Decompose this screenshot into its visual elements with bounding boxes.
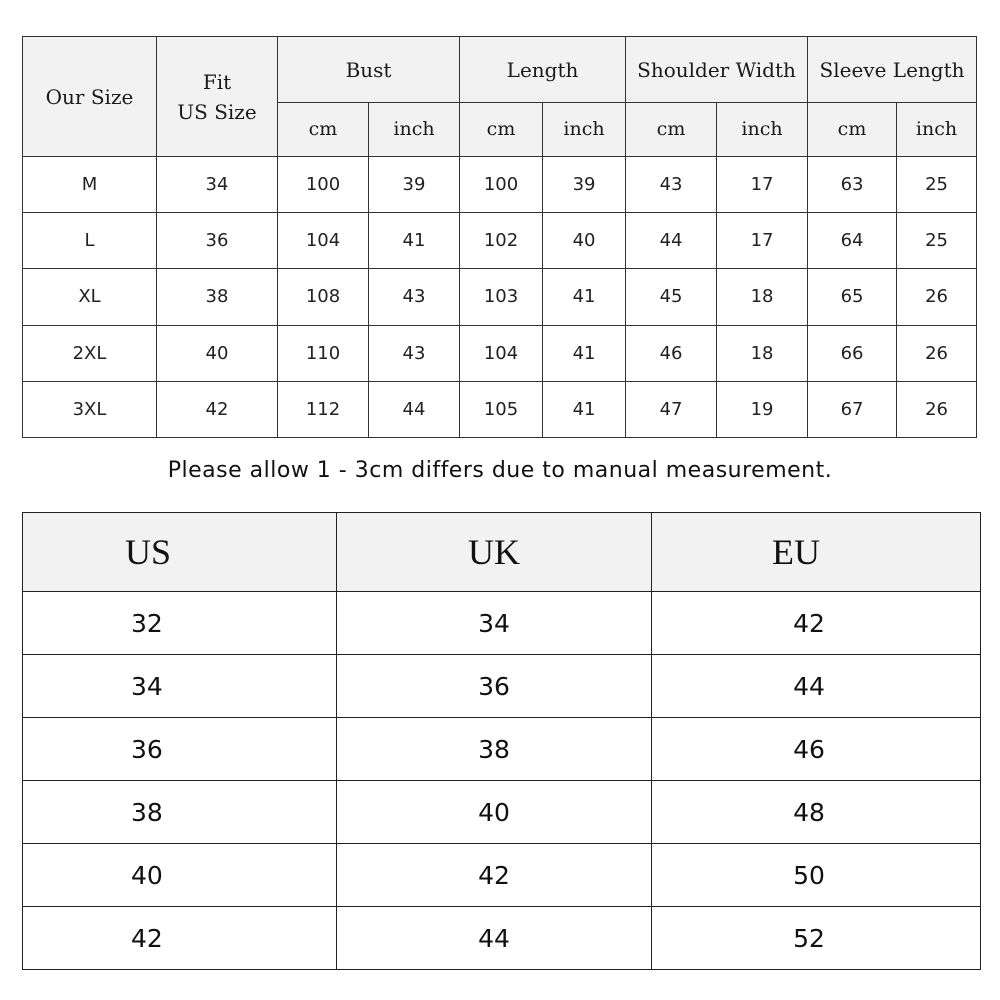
cell-us: 36 (23, 718, 337, 781)
cell-our-size: 2XL (23, 325, 157, 381)
cell-bust-inch: 41 (369, 213, 460, 269)
cell-bust-inch: 43 (369, 325, 460, 381)
table-row (23, 655, 981, 718)
unit-shoulder-inch: inch (717, 103, 808, 157)
header-fit-line1: Fit (202, 69, 232, 94)
header-our-size: Our Size (23, 37, 157, 157)
cell-eu: 42 (652, 592, 981, 655)
cell-shoulder-inch: 18 (717, 269, 808, 325)
header-length: Length (460, 37, 626, 103)
cell-our-size: 3XL (23, 381, 157, 437)
unit-bust-inch: inch (369, 103, 460, 157)
header-fit-line2: US Size (177, 99, 257, 124)
size-chart-header-row (23, 37, 977, 103)
table-row (23, 269, 977, 325)
cell-eu: 44 (652, 655, 981, 718)
conversion-body (23, 592, 981, 970)
header-bust: Bust (278, 37, 460, 103)
cell-length-inch: 41 (543, 269, 626, 325)
cell-length-inch: 41 (543, 325, 626, 381)
cell-eu: 46 (652, 718, 981, 781)
unit-length-inch: inch (543, 103, 626, 157)
unit-sleeve-cm: cm (808, 103, 897, 157)
cell-shoulder-cm: 45 (626, 269, 717, 325)
cell-length-cm: 100 (460, 157, 543, 213)
table-row (23, 718, 981, 781)
cell-sleeve-cm: 63 (808, 157, 897, 213)
cell-shoulder-inch: 18 (717, 325, 808, 381)
cell-us: 32 (23, 592, 337, 655)
header-sleeve-length: Sleeve Length (808, 37, 977, 103)
table-row (23, 844, 981, 907)
cell-bust-cm: 112 (278, 381, 369, 437)
cell-fit-us-size: 42 (157, 381, 278, 437)
cell-shoulder-cm: 46 (626, 325, 717, 381)
cell-bust-cm: 100 (278, 157, 369, 213)
cell-sleeve-inch: 25 (897, 213, 977, 269)
cell-sleeve-inch: 26 (897, 381, 977, 437)
unit-bust-cm: cm (278, 103, 369, 157)
measurement-note: Please allow 1 - 3cm differs due to manual measurement. (167, 458, 833, 483)
table-row (23, 213, 977, 269)
cell-sleeve-cm: 66 (808, 325, 897, 381)
cell-length-cm: 102 (460, 213, 543, 269)
cell-eu: 50 (652, 844, 981, 907)
cell-sleeve-cm: 65 (808, 269, 897, 325)
cell-shoulder-cm: 44 (626, 213, 717, 269)
cell-eu: 52 (652, 907, 981, 970)
table-row (23, 781, 981, 844)
cell-bust-cm: 104 (278, 213, 369, 269)
cell-bust-inch: 43 (369, 269, 460, 325)
table-row (23, 907, 981, 970)
size-conversion-table (22, 512, 981, 970)
cell-uk: 38 (337, 718, 652, 781)
cell-bust-cm: 108 (278, 269, 369, 325)
cell-sleeve-inch: 25 (897, 157, 977, 213)
cell-fit-us-size: 34 (157, 157, 278, 213)
cell-eu: 48 (652, 781, 981, 844)
cell-uk: 36 (337, 655, 652, 718)
table-row (23, 381, 977, 437)
cell-length-inch: 40 (543, 213, 626, 269)
unit-sleeve-inch: inch (897, 103, 977, 157)
table-row (23, 592, 981, 655)
cell-uk: 34 (337, 592, 652, 655)
cell-uk: 44 (337, 907, 652, 970)
cell-length-cm: 105 (460, 381, 543, 437)
cell-bust-cm: 110 (278, 325, 369, 381)
cell-us: 40 (23, 844, 337, 907)
cell-us: 42 (23, 907, 337, 970)
table-row (23, 157, 977, 213)
cell-shoulder-inch: 19 (717, 381, 808, 437)
cell-shoulder-cm: 47 (626, 381, 717, 437)
cell-fit-us-size: 36 (157, 213, 278, 269)
cell-us: 34 (23, 655, 337, 718)
cell-bust-inch: 39 (369, 157, 460, 213)
cell-shoulder-cm: 43 (626, 157, 717, 213)
header-eu: EU (652, 513, 981, 592)
cell-sleeve-inch: 26 (897, 269, 977, 325)
header-us: US (23, 513, 337, 592)
unit-length-cm: cm (460, 103, 543, 157)
header-shoulder-width: Shoulder Width (626, 37, 808, 103)
table-row (23, 325, 977, 381)
cell-fit-us-size: 38 (157, 269, 278, 325)
cell-sleeve-inch: 26 (897, 325, 977, 381)
cell-our-size: M (23, 157, 157, 213)
cell-length-cm: 104 (460, 325, 543, 381)
cell-uk: 40 (337, 781, 652, 844)
size-chart-body (23, 157, 977, 438)
cell-length-inch: 41 (543, 381, 626, 437)
cell-shoulder-inch: 17 (717, 157, 808, 213)
cell-sleeve-cm: 64 (808, 213, 897, 269)
cell-our-size: XL (23, 269, 157, 325)
cell-shoulder-inch: 17 (717, 213, 808, 269)
header-uk: UK (337, 513, 652, 592)
cell-uk: 42 (337, 844, 652, 907)
conversion-header-row (23, 513, 981, 592)
unit-shoulder-cm: cm (626, 103, 717, 157)
cell-length-cm: 103 (460, 269, 543, 325)
cell-length-inch: 39 (543, 157, 626, 213)
cell-bust-inch: 44 (369, 381, 460, 437)
cell-sleeve-cm: 67 (808, 381, 897, 437)
cell-fit-us-size: 40 (157, 325, 278, 381)
size-chart-table (22, 36, 977, 438)
header-fit-us-size (157, 37, 278, 157)
cell-us: 38 (23, 781, 337, 844)
cell-our-size: L (23, 213, 157, 269)
